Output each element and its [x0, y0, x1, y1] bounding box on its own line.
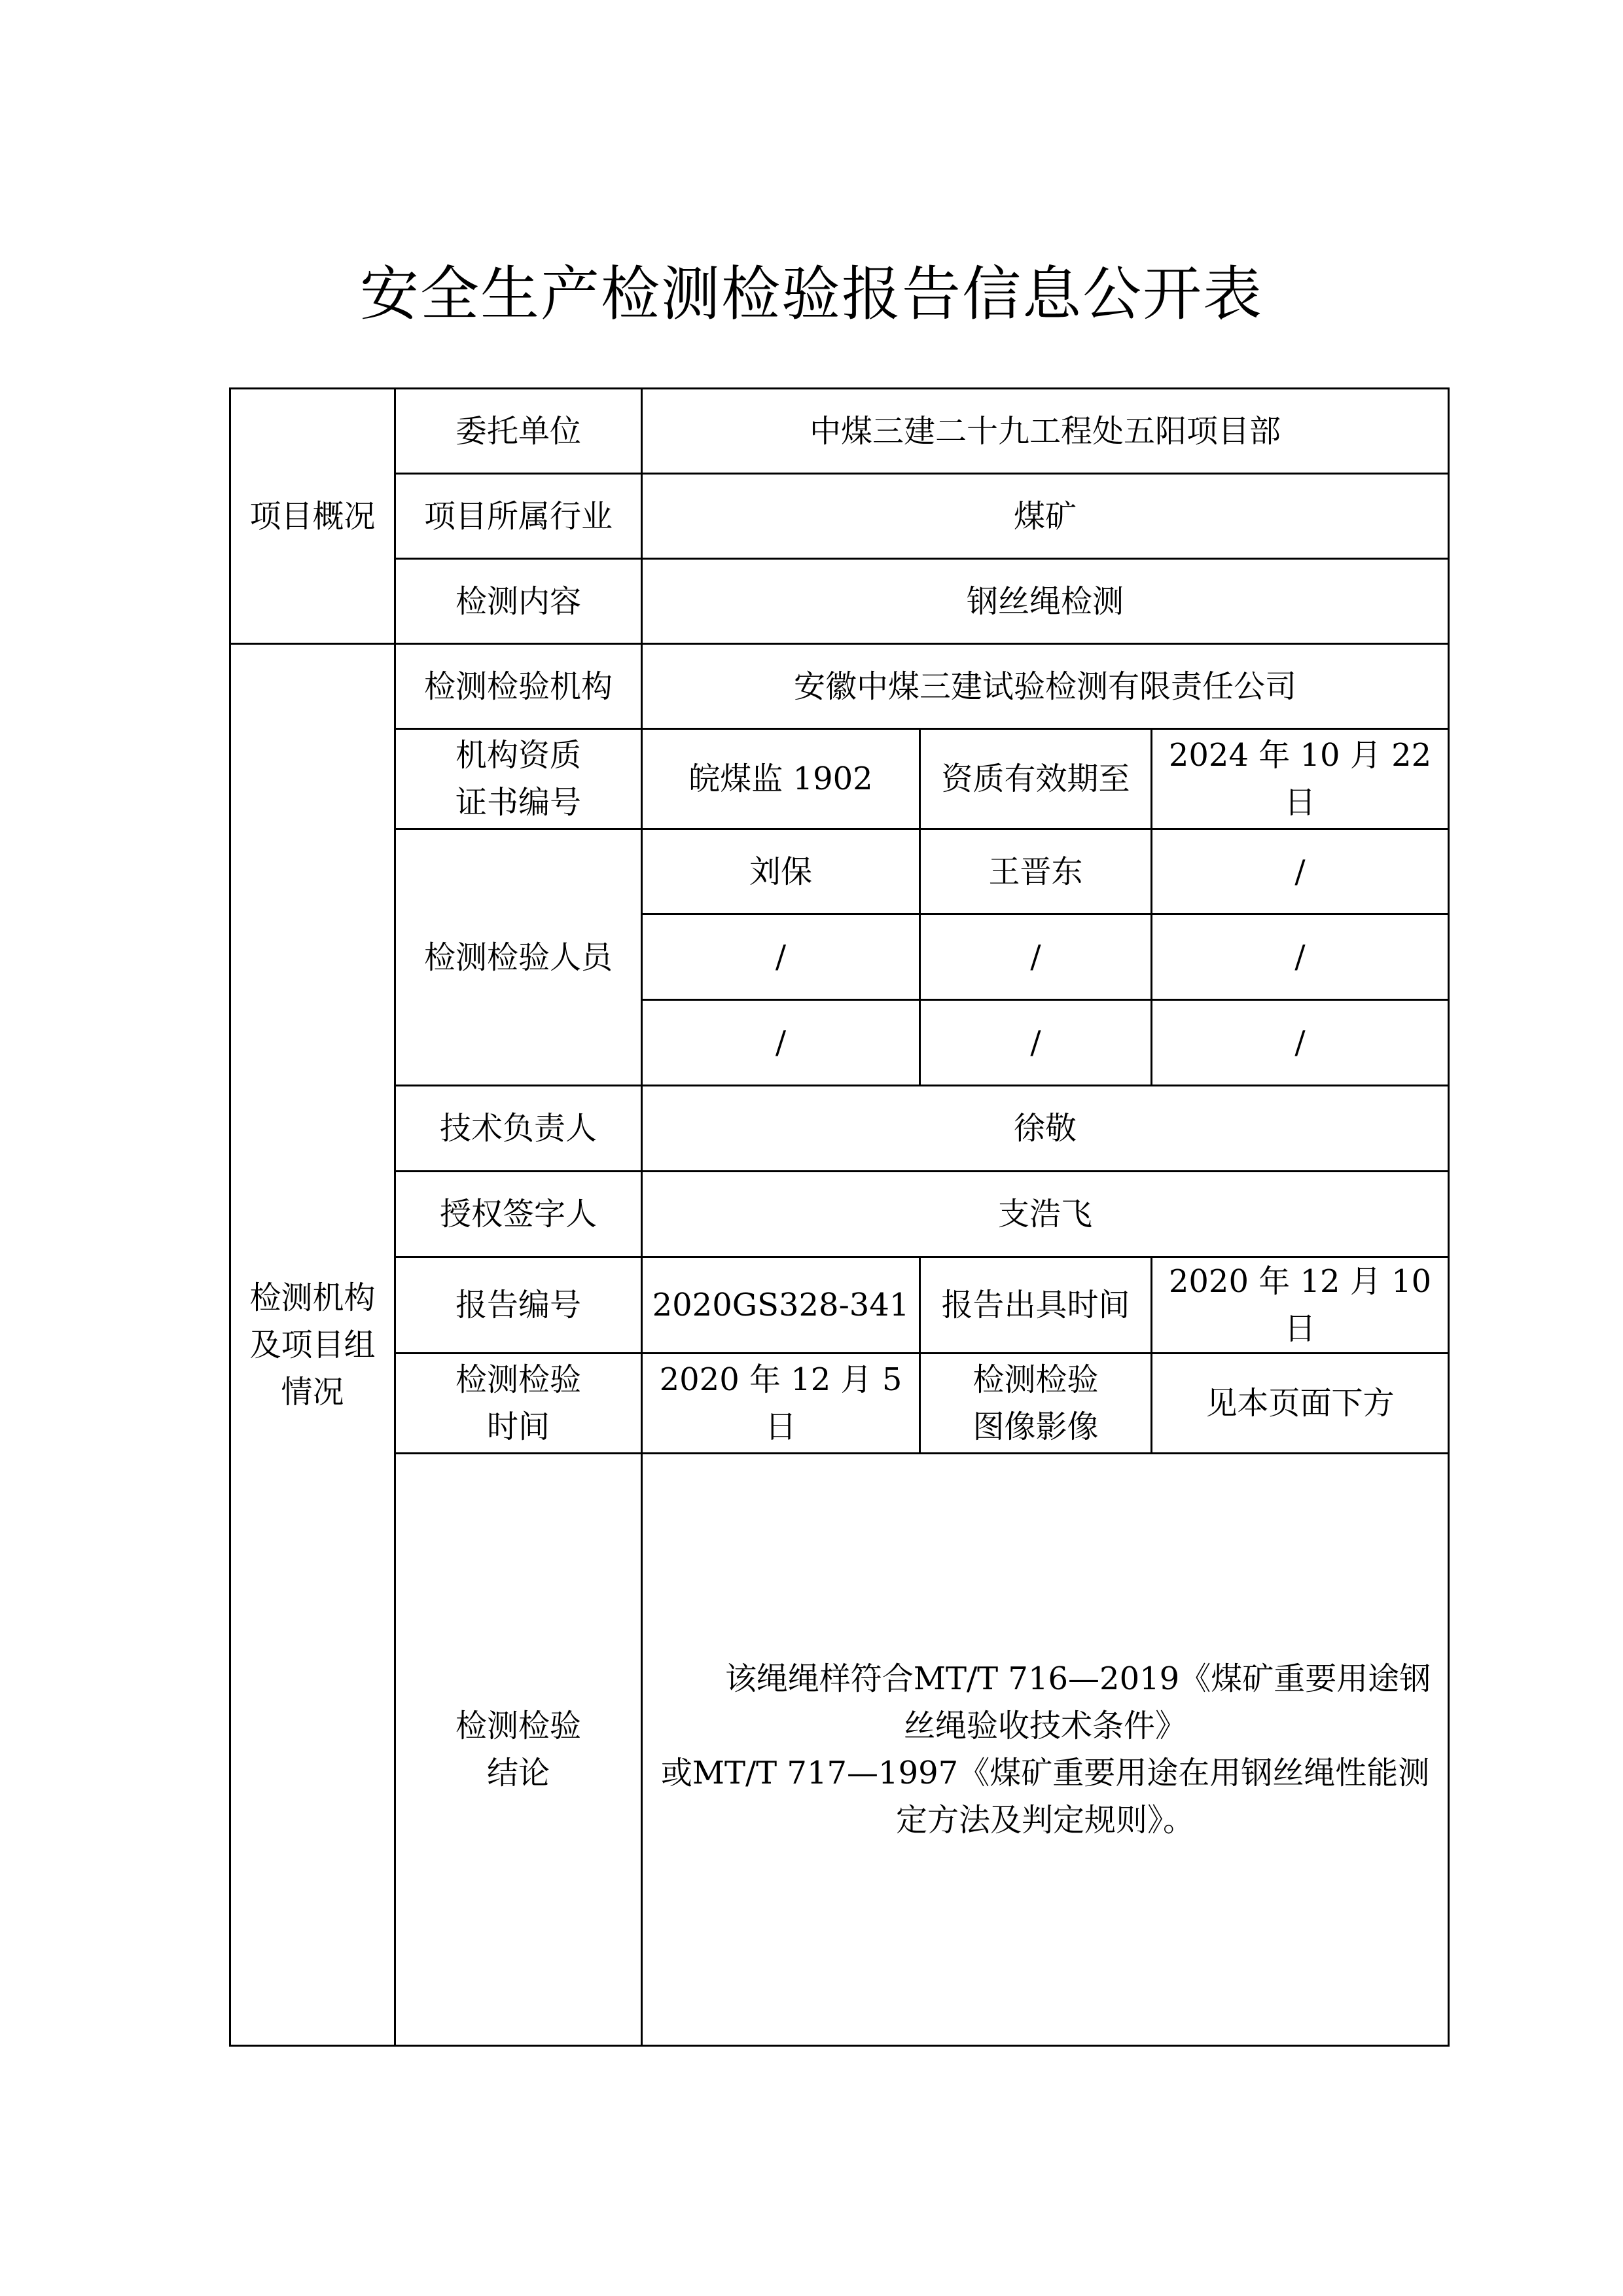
test-time-value: 2020 年 12 月 5 日 — [642, 1354, 920, 1454]
conclusion-line-2: 或MT/T 717—1997《煤矿重要用途在用钢丝绳性能测定方法及判定规则》。 — [660, 1755, 1430, 1839]
personnel-cell: / — [1152, 829, 1449, 914]
cert-label: 机构资质 证书编号 — [395, 729, 642, 829]
test-time-label: 检测检验 时间 — [395, 1354, 642, 1454]
table-row — [230, 644, 1449, 729]
report-no-value: 2020GS328-341 — [642, 1257, 920, 1354]
content-value: 钢丝绳检测 — [642, 559, 1449, 644]
issue-time-label: 报告出具时间 — [920, 1257, 1152, 1354]
industry-label: 项目所属行业 — [395, 474, 642, 559]
section-label-project-overview: 项目概况 — [230, 389, 395, 644]
personnel-cell: / — [642, 914, 920, 1000]
signatory-label: 授权签字人 — [395, 1172, 642, 1257]
table-row — [230, 389, 1449, 474]
client-value: 中煤三建二十九工程处五阳项目部 — [642, 389, 1449, 474]
validity-value: 2024 年 10 月 22 日 — [1152, 729, 1449, 829]
table-row — [230, 474, 1449, 559]
content-label: 检测内容 — [395, 559, 642, 644]
personnel-cell: / — [1152, 1000, 1449, 1086]
tech-lead-value: 徐敬 — [642, 1086, 1449, 1172]
conclusion-line-1: 该绳绳样符合MT/T 716—2019《煤矿重要用途钢丝绳验收技术条件》 — [724, 1660, 1431, 1744]
table-row — [230, 829, 1449, 914]
image-value: 见本页面下方 — [1152, 1354, 1449, 1454]
report-no-label: 报告编号 — [395, 1257, 642, 1354]
table-row — [230, 559, 1449, 644]
table-row — [230, 729, 1449, 829]
personnel-cell: / — [1152, 914, 1449, 1000]
industry-value: 煤矿 — [642, 474, 1449, 559]
org-label: 检测检验机构 — [395, 644, 642, 729]
tech-lead-label: 技术负责人 — [395, 1086, 642, 1172]
image-label: 检测检验 图像影像 — [920, 1354, 1152, 1454]
personnel-cell: 刘保 — [642, 829, 920, 914]
page-title: 安全生产检测检验报告信息公开表 — [360, 260, 1263, 329]
validity-label: 资质有效期至 — [920, 729, 1152, 829]
org-value: 安徽中煤三建试验检测有限责任公司 — [642, 644, 1449, 729]
table-row — [230, 1172, 1449, 1257]
personnel-label: 检测检验人员 — [395, 829, 642, 1086]
conclusion-text — [642, 1454, 1449, 2046]
table-row — [230, 1086, 1449, 1172]
cert-value: 皖煤监 1902 — [642, 729, 920, 829]
table-row — [230, 1257, 1449, 1354]
personnel-cell: / — [920, 1000, 1152, 1086]
section-label-institution: 检测机构 及项目组 情况 — [230, 644, 395, 2046]
table-row — [230, 1354, 1449, 1454]
table-row — [230, 1454, 1449, 2046]
issue-time-value: 2020 年 12 月 10 日 — [1152, 1257, 1449, 1354]
personnel-cell: 王晋东 — [920, 829, 1152, 914]
personnel-cell: / — [642, 1000, 920, 1086]
section-label-conclusion: 检测检验 结论 — [395, 1454, 642, 2046]
client-label: 委托单位 — [395, 389, 642, 474]
report-info-table — [229, 387, 1450, 2047]
personnel-cell: / — [920, 914, 1152, 1000]
signatory-value: 支浩飞 — [642, 1172, 1449, 1257]
